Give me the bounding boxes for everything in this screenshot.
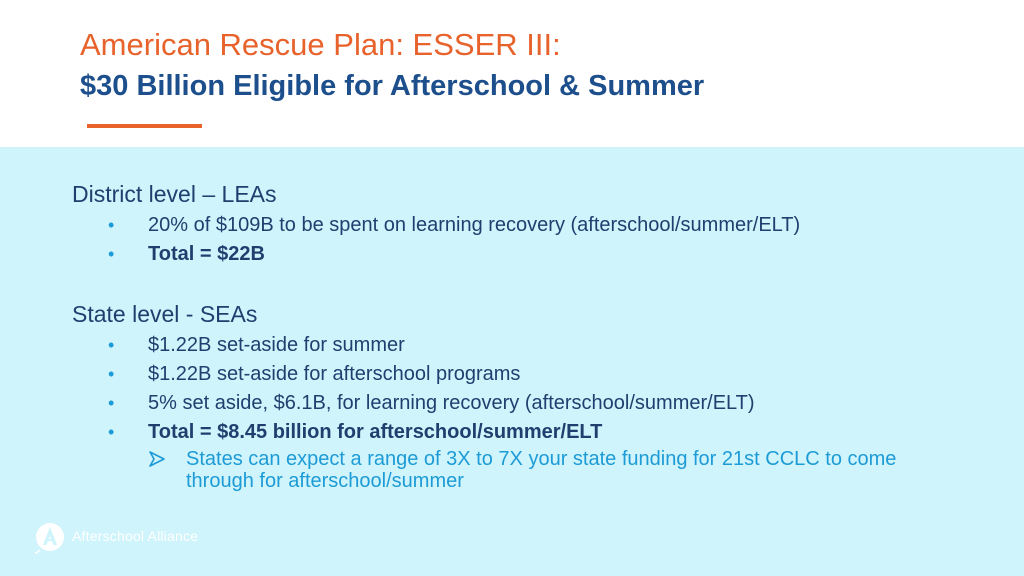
- afterschool-alliance-logo: [34, 520, 254, 554]
- bullet-text: Total = $22B: [148, 243, 265, 265]
- sub-bullet-text: States can expect a range of 3X to 7X your state funding for 21st CCLC to come through for afterschool/summer: [186, 448, 897, 492]
- bullet-text: 5% set aside, $6.1B, for learning recovery (afterschool/summer/ELT): [148, 392, 755, 414]
- bullet-text: Total = $8.45 billion for afterschool/summer/ELT: [148, 421, 603, 443]
- slide-header: [0, 0, 1024, 147]
- afterschool-alliance-logo-icon: [34, 520, 66, 554]
- slide-subtitle: $30 Billion Eligible for Afterschool & Summer: [80, 70, 705, 102]
- district-heading: District level – LEAs: [72, 181, 277, 207]
- title-underline-divider: [87, 124, 202, 128]
- bullet-icon: •: [108, 244, 115, 264]
- bullet-text: $1.22B set-aside for summer: [148, 334, 405, 356]
- slide-title: American Rescue Plan: ESSER III:: [80, 27, 561, 62]
- bullet-text: $1.22B set-aside for afterschool programs: [148, 363, 521, 385]
- bullet-icon: •: [108, 422, 115, 442]
- bullet-text: 20% of $109B to be spent on learning recovery (afterschool/summer/ELT): [148, 214, 801, 236]
- arrow-bullet-icon: [148, 448, 168, 470]
- state-heading: State level - SEAs: [72, 301, 258, 327]
- bullet-icon: •: [108, 364, 115, 384]
- bullet-icon: •: [108, 335, 115, 355]
- bullet-icon: •: [108, 393, 115, 413]
- logo-label: Afterschool Alliance: [72, 528, 199, 544]
- bullet-icon: •: [108, 215, 115, 235]
